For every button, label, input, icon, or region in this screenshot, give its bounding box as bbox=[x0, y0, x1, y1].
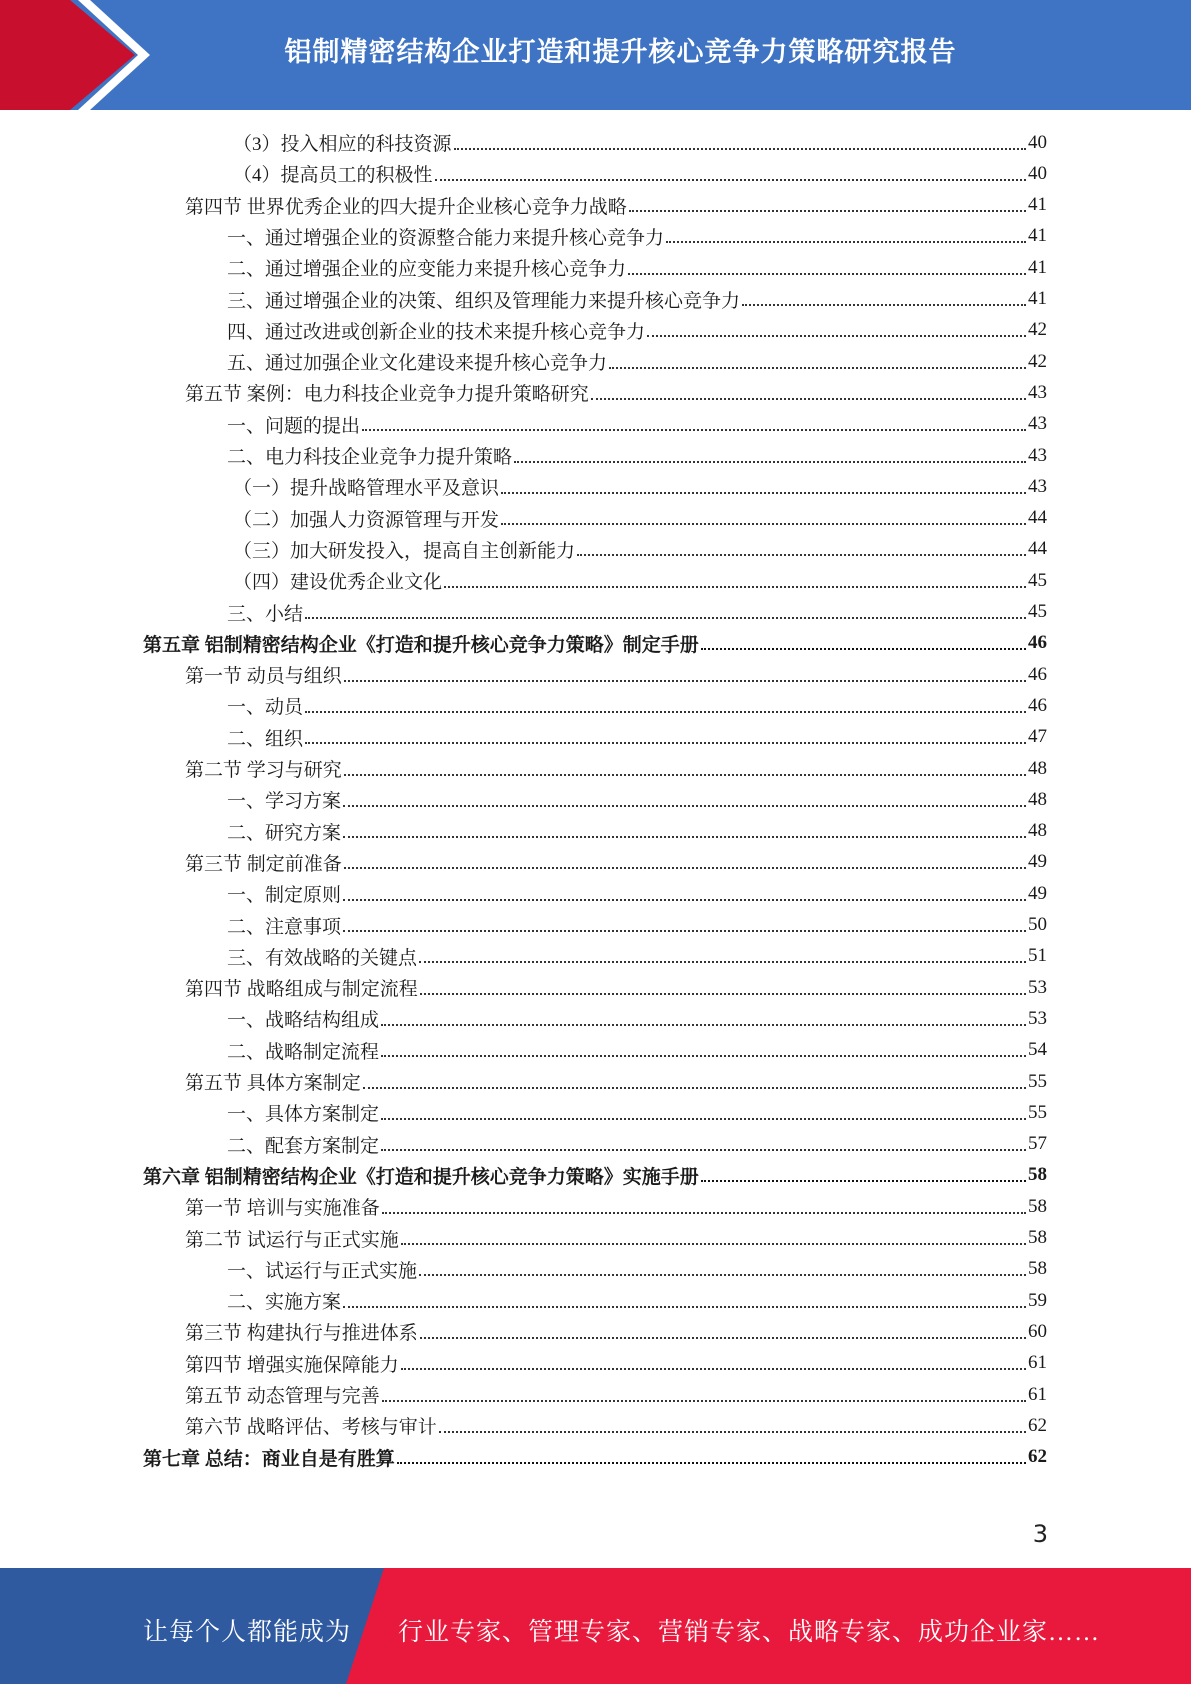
toc-leader-dots bbox=[343, 930, 1026, 932]
toc-entry-title: 第二节 学习与研究 bbox=[185, 760, 342, 781]
toc-entry[interactable] bbox=[143, 628, 1047, 659]
toc-entry[interactable] bbox=[227, 1285, 1047, 1316]
footer-slogan-left: 让每个人都能成为 bbox=[143, 1619, 352, 1646]
document-title: 铝制精密结构企业打造和提升核心竞争力策略研究报告 bbox=[284, 37, 957, 68]
toc-entry-title: 第三节 制定前准备 bbox=[185, 853, 342, 875]
toc-entry-page: 45 bbox=[1028, 569, 1047, 591]
toc-leader-dots bbox=[419, 1274, 1026, 1276]
toc-entry[interactable] bbox=[227, 784, 1047, 815]
toc-entry[interactable] bbox=[185, 1191, 1047, 1222]
toc-leader-dots bbox=[647, 335, 1026, 337]
toc-leader-dots bbox=[591, 398, 1026, 400]
toc-entry-page: 62 bbox=[1028, 1414, 1047, 1436]
toc-entry-page: 61 bbox=[1028, 1352, 1047, 1374]
toc-entry-title: （三）加大研发投入，提高自主创新能力 bbox=[233, 540, 576, 562]
toc-entry-page: 53 bbox=[1028, 976, 1047, 998]
toc-entry-title: （二）加强人力资源管理与开发 bbox=[233, 509, 500, 531]
toc-leader-dots bbox=[501, 492, 1026, 494]
toc-entry-title: 第四节 战略组成与制定流程 bbox=[185, 979, 418, 1001]
toc-entry-page: 62 bbox=[1028, 1446, 1047, 1468]
toc-entry-title: 第五章 铝制精密结构企业《打造和提升核心竞争力策略》制定手册 bbox=[143, 634, 699, 656]
toc-leader-dots bbox=[362, 429, 1026, 431]
toc-entry-page: 42 bbox=[1028, 350, 1047, 372]
toc-leader-dots bbox=[343, 899, 1026, 901]
toc-leader-dots bbox=[305, 742, 1026, 744]
toc-entry-page: 48 bbox=[1028, 757, 1047, 779]
toc-entry-page: 59 bbox=[1028, 1289, 1047, 1311]
toc-entry[interactable] bbox=[227, 910, 1047, 941]
toc-leader-dots bbox=[382, 1212, 1026, 1214]
toc-entry[interactable] bbox=[227, 1035, 1047, 1066]
toc-leader-dots bbox=[701, 1180, 1026, 1182]
toc-leader-dots bbox=[629, 210, 1026, 212]
toc-entry[interactable] bbox=[233, 158, 1047, 189]
toc-entry-page: 41 bbox=[1028, 225, 1047, 247]
toc-leader-dots bbox=[628, 273, 1026, 275]
toc-entry-page: 46 bbox=[1028, 663, 1047, 685]
toc-entry[interactable] bbox=[227, 1003, 1047, 1034]
toc-leader-dots bbox=[363, 1087, 1026, 1089]
toc-entry[interactable] bbox=[185, 1316, 1047, 1347]
toc-entry-title: （3）投入相应的科技资源 bbox=[233, 134, 452, 155]
toc-leader-dots bbox=[401, 1243, 1026, 1245]
toc-leader-dots bbox=[666, 241, 1026, 243]
toc-entry-title: 第二节 试运行与正式实施 bbox=[185, 1229, 399, 1251]
toc-entry[interactable] bbox=[143, 1442, 1047, 1473]
toc-leader-dots bbox=[397, 1462, 1026, 1464]
toc-entry-title: 第一节 培训与实施准备 bbox=[185, 1198, 380, 1220]
toc-entry-page: 61 bbox=[1028, 1383, 1047, 1405]
toc-leader-dots bbox=[609, 367, 1026, 369]
toc-entry-page: 41 bbox=[1028, 256, 1047, 278]
toc-entry-page: 41 bbox=[1028, 288, 1047, 309]
toc-leader-dots bbox=[701, 648, 1026, 650]
toc-entry-title: 一、试运行与正式实施 bbox=[227, 1260, 418, 1282]
toc-entry[interactable] bbox=[227, 409, 1047, 440]
page-number: 3 bbox=[1032, 1520, 1048, 1548]
toc-entry[interactable] bbox=[185, 847, 1047, 878]
toc-entry-page: 46 bbox=[1028, 694, 1047, 716]
toc-leader-dots bbox=[514, 461, 1026, 463]
toc-entry-page: 44 bbox=[1028, 507, 1047, 529]
toc-entry-page: 49 bbox=[1028, 851, 1047, 873]
toc-entry[interactable] bbox=[233, 565, 1047, 596]
toc-entry[interactable] bbox=[185, 1410, 1047, 1441]
toc-entry[interactable] bbox=[227, 284, 1047, 315]
toc-entry-title: 一、战略结构组成 bbox=[227, 1010, 380, 1032]
toc-entry-title: 第四节 世界优秀企业的四大提升企业核心竞争力战略 bbox=[185, 196, 627, 218]
toc-entry-page: 48 bbox=[1028, 820, 1047, 842]
toc-entry-page: 40 bbox=[1028, 131, 1047, 153]
toc-entry[interactable] bbox=[227, 440, 1047, 471]
toc-leader-dots bbox=[343, 1306, 1026, 1308]
toc-entry[interactable] bbox=[185, 1066, 1047, 1097]
toc-leader-dots bbox=[420, 993, 1026, 995]
toc-entry-page: 48 bbox=[1028, 788, 1047, 810]
toc-entry-page: 47 bbox=[1028, 726, 1047, 748]
toc-entry-page: 49 bbox=[1028, 882, 1047, 904]
toc-entry-title: 二、注意事项 bbox=[227, 916, 342, 938]
toc-leader-dots bbox=[381, 1118, 1026, 1120]
toc-entry-title: 二、实施方案 bbox=[227, 1292, 342, 1314]
toc-entry-title: 一、动员 bbox=[227, 697, 304, 719]
toc-entry-page: 58 bbox=[1028, 1164, 1047, 1186]
toc-entry-page: 43 bbox=[1028, 413, 1047, 435]
toc-entry[interactable] bbox=[227, 1254, 1047, 1285]
toc-leader-dots bbox=[454, 148, 1026, 150]
toc-entry-title: 一、通过增强企业的资源整合能力来提升核心竞争力 bbox=[227, 227, 665, 249]
toc-entry-page: 55 bbox=[1028, 1070, 1047, 1092]
toc-leader-dots bbox=[501, 523, 1026, 525]
toc-entry-page: 58 bbox=[1028, 1258, 1047, 1280]
toc-entry[interactable] bbox=[227, 221, 1047, 252]
toc-entry-title: 第七章 总结：商业自是有胜算 bbox=[143, 1448, 395, 1470]
toc-entry-page: 45 bbox=[1028, 601, 1047, 622]
toc-entry[interactable] bbox=[227, 722, 1047, 753]
toc-entry-page: 43 bbox=[1028, 381, 1047, 403]
toc-entry[interactable] bbox=[227, 315, 1047, 346]
toc-entry-page: 54 bbox=[1028, 1039, 1047, 1061]
toc-leader-dots bbox=[381, 1024, 1026, 1026]
toc-entry-title: 二、研究方案 bbox=[227, 822, 342, 844]
toc-leader-dots bbox=[742, 304, 1026, 306]
toc-entry-title: 五、通过加强企业文化建设来提升核心竞争力 bbox=[227, 353, 608, 375]
toc-leader-dots bbox=[343, 805, 1026, 807]
toc-leader-dots bbox=[381, 1055, 1026, 1057]
toc-leader-dots bbox=[419, 961, 1026, 963]
toc-leader-dots bbox=[444, 586, 1026, 588]
toc-entry[interactable] bbox=[227, 816, 1047, 847]
toc-entry-page: 58 bbox=[1028, 1227, 1047, 1248]
toc-leader-dots bbox=[577, 554, 1026, 556]
toc-entry-title: 一、问题的提出 bbox=[227, 415, 361, 437]
toc-leader-dots bbox=[344, 774, 1026, 776]
toc-entry[interactable] bbox=[227, 690, 1047, 721]
toc-entry-title: 第五节 具体方案制定 bbox=[185, 1073, 361, 1094]
toc-leader-dots bbox=[343, 836, 1026, 838]
footer-banner bbox=[0, 1568, 1191, 1684]
toc-entry-page: 43 bbox=[1028, 444, 1047, 466]
toc-entry-page: 53 bbox=[1028, 1007, 1047, 1029]
toc-entry-page: 50 bbox=[1028, 914, 1047, 935]
toc-entry-page: 44 bbox=[1028, 538, 1047, 560]
toc-entry-page: 41 bbox=[1028, 194, 1047, 216]
header-banner bbox=[0, 0, 1191, 110]
toc-entry-title: （四）建设优秀企业文化 bbox=[233, 572, 443, 594]
toc-entry[interactable] bbox=[227, 878, 1047, 909]
toc-leader-dots bbox=[305, 617, 1026, 619]
toc-leader-dots bbox=[439, 1431, 1026, 1433]
toc-entry-title: 三、通过增强企业的决策、组织及管理能力来提升核心竞争力 bbox=[227, 290, 741, 312]
footer-slogan-right: 行业专家、管理专家、营销专家、战略专家、成功企业家…… bbox=[398, 1619, 1101, 1646]
toc-leader-dots bbox=[344, 867, 1026, 869]
toc-leader-dots bbox=[382, 1400, 1026, 1402]
toc-entry-title: 二、战略制定流程 bbox=[227, 1041, 380, 1063]
toc-entry[interactable] bbox=[227, 1097, 1047, 1128]
toc-leader-dots bbox=[381, 1149, 1026, 1151]
toc-entry-page: 55 bbox=[1028, 1101, 1047, 1123]
toc-entry[interactable] bbox=[143, 1160, 1047, 1191]
toc-entry-title: 一、学习方案 bbox=[227, 791, 342, 813]
toc-entry[interactable] bbox=[233, 471, 1047, 502]
toc-entry[interactable] bbox=[185, 377, 1047, 408]
toc-entry[interactable] bbox=[227, 597, 1047, 628]
toc-entry[interactable] bbox=[233, 503, 1047, 534]
toc-entry-page: 60 bbox=[1028, 1320, 1047, 1342]
toc-entry-title: 第四节 增强实施保障能力 bbox=[185, 1354, 399, 1376]
toc-entry-title: 第六章 铝制精密结构企业《打造和提升核心竞争力策略》实施手册 bbox=[143, 1166, 699, 1188]
toc-entry[interactable] bbox=[227, 1129, 1047, 1160]
toc-leader-dots bbox=[305, 711, 1026, 713]
toc-entry-title: 三、小结 bbox=[227, 603, 304, 625]
toc-entry-title: （4）提高员工的积极性 bbox=[233, 165, 433, 187]
toc-entry-page: 40 bbox=[1028, 162, 1047, 184]
toc-entry-title: 二、通过增强企业的应变能力来提升核心竞争力 bbox=[227, 259, 627, 281]
toc-entry[interactable] bbox=[233, 127, 1047, 158]
toc-leader-dots bbox=[344, 680, 1026, 682]
toc-entry-title: 第一节 动员与组织 bbox=[185, 666, 342, 688]
toc-entry-title: 三、有效战略的关键点 bbox=[227, 947, 418, 969]
toc-leader-dots bbox=[420, 1337, 1026, 1339]
toc-entry[interactable] bbox=[185, 1223, 1047, 1254]
toc-entry-page: 42 bbox=[1028, 319, 1047, 341]
toc-entry-title: （一）提升战略管理水平及意识 bbox=[233, 478, 500, 500]
toc-entry[interactable] bbox=[227, 252, 1047, 283]
toc-leader-dots bbox=[435, 179, 1026, 181]
toc-entry-title: 一、制定原则 bbox=[227, 885, 342, 907]
toc-entry[interactable] bbox=[185, 659, 1047, 690]
toc-entry[interactable] bbox=[227, 346, 1047, 377]
toc-entry[interactable] bbox=[185, 190, 1047, 221]
toc-entry-page: 51 bbox=[1028, 945, 1047, 967]
toc-entry-title: 四、通过改进或创新企业的技术来提升核心竞争力 bbox=[227, 321, 646, 343]
toc-entry-title: 二、配套方案制定 bbox=[227, 1135, 380, 1157]
toc-leader-dots bbox=[401, 1368, 1026, 1370]
toc-entry-page: 58 bbox=[1028, 1195, 1047, 1217]
toc-entry[interactable] bbox=[185, 1348, 1047, 1379]
toc-entry-title: 第三节 构建执行与推进体系 bbox=[185, 1323, 418, 1345]
toc-entry-title: 第五节 动态管理与完善 bbox=[185, 1386, 380, 1407]
toc-entry[interactable] bbox=[185, 753, 1047, 784]
toc-entry-title: 一、具体方案制定 bbox=[227, 1104, 380, 1126]
toc-entry[interactable] bbox=[233, 534, 1047, 565]
toc-entry[interactable] bbox=[185, 972, 1047, 1003]
toc-entry-title: 二、组织 bbox=[227, 728, 304, 750]
toc-entry[interactable] bbox=[185, 1379, 1047, 1410]
toc-entry-title: 第五节 案例：电力科技企业竞争力提升策略研究 bbox=[185, 384, 589, 406]
toc-entry-page: 46 bbox=[1028, 632, 1047, 654]
toc-entry-title: 二、电力科技企业竞争力提升策略 bbox=[227, 447, 513, 468]
toc-entry-page: 57 bbox=[1028, 1133, 1047, 1155]
toc-entry[interactable] bbox=[227, 941, 1047, 972]
toc-entry-title: 第六节 战略评估、考核与审计 bbox=[185, 1417, 437, 1439]
toc-entry-page: 43 bbox=[1028, 475, 1047, 497]
